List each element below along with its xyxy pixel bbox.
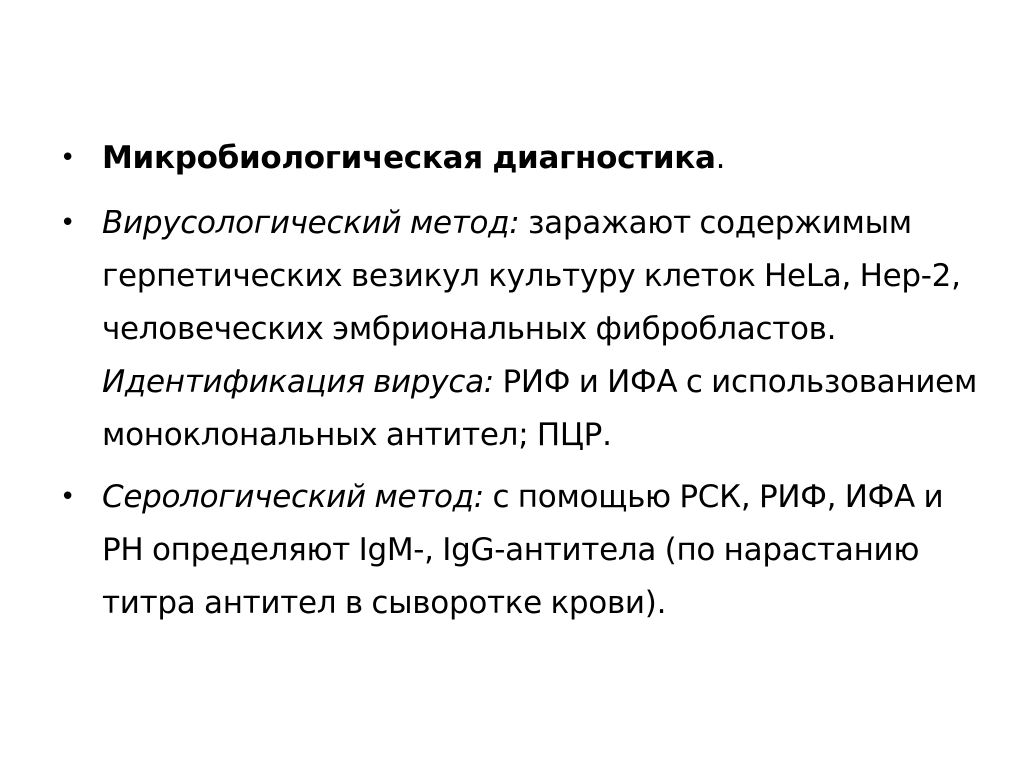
bullet-list (60, 132, 980, 639)
virus-identification-text: РИФ и ИФА с использованием моноклональных антител; ПЦР. (102, 364, 978, 453)
serological-method-text: с помощью РСК, РИФ, ИФА и РН определяют IgM-, IgG-антитела (по нарастанию титра антител в сыворотке крови). (102, 479, 944, 621)
bullet-item-serological-method (60, 471, 980, 630)
bullet-icon: • (60, 482, 76, 512)
bullet-icon: • (60, 143, 76, 173)
serological-method-label: Серологический метод: (102, 479, 484, 515)
virological-method-text: заражают содержимым герпетических везикул культуру клеток HeLa, Hep-2, человеческих эмбриональных фибробластов. (102, 205, 961, 347)
virus-identification-label: Идентификация вируса: (102, 364, 494, 400)
diagnostics-heading: Микробиологическая диагностика (102, 140, 716, 176)
diagnostics-heading-tail: . (715, 140, 726, 176)
bullet-icon: • (60, 208, 76, 238)
bullet-item-virological-method (60, 197, 980, 462)
virus-identification-line (102, 356, 980, 462)
bullet-item-diagnostics (60, 132, 980, 185)
virological-method-label: Вирусологический метод: (102, 205, 520, 241)
